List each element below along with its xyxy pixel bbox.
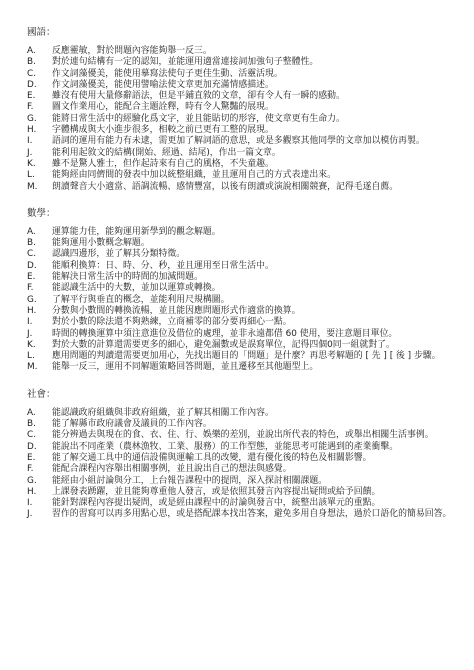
item-letter: B. [27,57,36,68]
item-text: 雖沒有使用大量修辭語法，但是平鋪直敘的文章，卻有令人有一瞬的感動。 [52,91,345,102]
item-letter: A. [27,407,36,418]
item-text: 語詞的運用有能力有未逮，需更加了解詞語的意思，或是多觀察其他同學的文章加以模仿再製。 [52,136,425,147]
list-item [27,509,460,520]
item-letter: E. [27,91,36,102]
item-letter: M. [27,362,38,373]
section-social-studies [27,388,460,521]
list-item [27,317,460,328]
item-letter: E. [27,452,36,463]
item-letter: J. [27,328,33,339]
section-title: 社會： [27,388,56,400]
item-text: 了解平行與垂直的概念，並能利用尺規構圖。 [52,294,230,305]
list-item [27,306,460,317]
item-letter: G. [27,294,37,305]
list-item [27,114,460,125]
list-item [27,148,460,159]
item-text: 圖文作業用心，能配合主題詮釋，時有令人驚豔的展現。 [52,102,274,113]
list-item [27,351,460,362]
item-letter: I. [27,498,33,509]
item-list [27,227,460,374]
item-text: 能針對課程內容提出疑問，或是經由課程中的討論與發言中，統整出該單元的重點。 [52,498,381,509]
item-letter: G. [27,113,37,124]
list-item [27,227,460,238]
list-item [27,91,460,102]
list-item [27,170,460,181]
item-text: 對於大數的計算還需要更多的細心，避免漏數或是誤寫單位，記得四個0同一組就對了。 [52,339,395,350]
list-item [27,295,460,306]
item-text: 能解決日常生活中的時間的加減問題。 [52,272,203,283]
item-text: 能認識生活中的大數，並加以運算或轉換。 [52,283,221,294]
item-text: 習作的習寫可以再多用點心思，或是搭配課本找出答案，避免多用自身想法，過於口語化的簡易回答。 [52,509,452,520]
item-text: 認識四邊形，並了解其分類特徵。 [52,249,186,260]
item-text: 能了解交通工具中的通信設備與運輸工具的改變，還有優化後的特色及相關影響。 [52,452,372,463]
list-item [27,362,460,373]
list-item [27,329,460,340]
item-letter: B. [27,419,36,430]
item-letter: D. [27,260,37,271]
section-chinese [27,26,460,193]
list-item [27,464,460,475]
item-text: 能認識政府組織與非政府組織，並了解其相關工作內容。 [52,407,274,418]
list-item [27,476,460,487]
item-text: 能配合課程內容舉出相關事例，並且說出自己的想法與感覺。 [52,464,292,475]
item-text: 運算能力佳，能夠運用新學到的觀念解題。 [52,226,221,237]
item-letter: K. [27,339,36,350]
section-math [27,207,460,374]
item-text: 朗讀聲音大小適當、語調流暢、感情豐富，以後有朗讀或演說相關競賽，記得毛遂自薦。 [52,181,399,192]
list-item [27,238,460,249]
item-letter: C. [27,68,37,79]
item-list [27,46,460,193]
item-letter: M. [27,181,38,192]
item-letter: F. [27,464,34,475]
item-text: 作文詞藻優美，能使用譬喻法使文章更加充滿情感描述。 [52,79,274,90]
list-item [27,430,460,441]
item-text: 能將日常生活中的經驗化爲文字，並且能貼切的形容，使文章更有生命力。 [52,113,345,124]
list-item [27,159,460,170]
item-letter: E. [27,272,36,283]
item-text: 能了解縣市政府議會及議員的工作內容。 [52,419,212,430]
item-letter: D. [27,441,37,452]
item-text: 能夠經由同儕間的發表中加以統整組織，並且運用自己的方式表達出來。 [52,170,336,181]
list-item [27,453,460,464]
list-item [27,261,460,272]
list-item [27,136,460,147]
item-letter: A. [27,46,36,56]
list-item [27,272,460,283]
item-text: 對於小數的除法還不夠熟練，立商補零的部分要再細心一點。 [52,317,292,328]
item-letter: I. [27,136,33,147]
item-text: 能夠運用小數概念解題。 [52,238,150,249]
list-item [27,442,460,453]
item-text: 能經由小組討論與分工，上台報告課程中的提問，深入探討相關課題。 [52,475,328,486]
item-text: 上課發表踴躍，並且能夠尊重他人發言，或是依照其發言內容提出疑問或給予回饋。 [52,486,381,497]
item-letter: F. [27,102,34,113]
list-item [27,46,460,57]
item-letter: C. [27,430,37,441]
list-item [27,283,460,294]
item-letter: C. [27,249,37,260]
item-letter: H. [27,305,37,316]
item-letter: D. [27,79,37,90]
item-letter: J. [27,509,33,520]
list-item [27,249,460,260]
item-text: 應用問題的判讀還需要更加用心，先找出題目的「問題」是什麼？再思考解題的 [ 先 ] [ 後 ] 步驟。 [52,351,441,362]
item-list [27,408,460,521]
list-item [27,102,460,113]
item-text: 能順利換算：日、時、分、秒，並且運用至日常生活中。 [52,260,274,271]
item-text: 時間的轉換運算中須注意進位及借位的處理，並非永遠都借 60 使用，要注意題目單位。 [52,328,398,339]
item-text: 對於連句結構有一定的認知，並能運用適當連接詞加強句子整體性。 [52,57,319,68]
item-text: 反應靈敏，對於問題內容能夠舉一反三。 [52,46,212,56]
list-item [27,80,460,91]
item-letter: J. [27,147,33,158]
section-title: 國語： [27,27,56,38]
item-letter: L. [27,351,35,362]
item-letter: B. [27,238,36,249]
section-title: 數學： [27,207,56,219]
item-letter: A. [27,226,36,237]
item-letter: I. [27,317,33,328]
item-text: 字體構成與大小進步很多，相較之前已更有工整的展現。 [52,125,274,136]
item-text: 能說出不同產業（農林漁牧、工業、服務）的工作型態，並能思考可能遇到的產業衝擊。 [52,441,399,452]
list-item [27,408,460,419]
item-text: 作文詞藻優美，能使用摹寫法使句子更佳生動、活靈活現。 [52,68,283,79]
item-letter: G. [27,475,37,486]
item-text: 分數與小數間的轉換流暢，並且能因應問題形式作適當的換算。 [52,305,301,316]
item-letter: L. [27,170,35,181]
list-item [27,340,460,351]
list-item [27,419,460,430]
item-text: 雖不是驚人雅士，但作起詩來有自己的風格，不失童趣。 [52,158,274,169]
item-text: 能利用起敘文的結構(開始、經過、結尾)，作出一篇文章。 [52,147,281,158]
item-letter: F. [27,283,34,294]
list-item [27,487,460,498]
item-letter: H. [27,486,37,497]
list-item [27,57,460,68]
list-item [27,125,460,136]
list-item [27,182,460,193]
item-letter: K. [27,158,36,169]
item-letter: H. [27,125,37,136]
list-item [27,69,460,80]
item-text: 能分辨過去與現在的食、衣、住、行、娛樂的差別，並說出所代表的特色，或舉出相關生活事例。 [52,430,434,441]
list-item [27,498,460,509]
item-text: 能舉一反三，運用不同解題策略回答問題，並且遷移至其他題型上。 [52,362,319,373]
